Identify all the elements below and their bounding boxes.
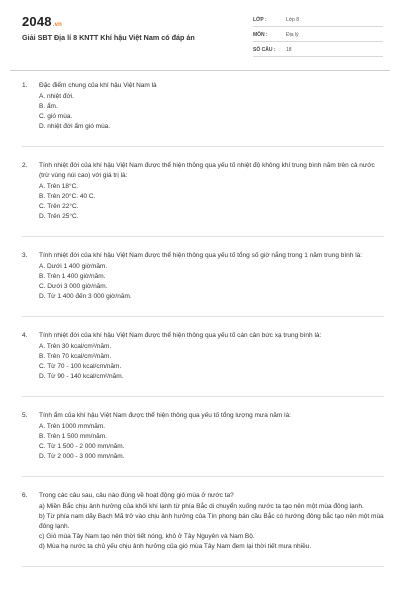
question-item [22, 408, 384, 477]
question-text: Đặc điểm chung của khí hậu Việt Nam là [39, 82, 157, 89]
answer-option: D. Từ 2 000 - 3 000 mm/năm. [39, 453, 125, 460]
answer-option: C. Từ 1 500 - 2 000 mm/năm. [39, 443, 125, 450]
question-number: 6. [22, 492, 28, 499]
logo-text: 2048 [22, 14, 52, 29]
answer-option: B. Trên 1 500 mm/năm. [39, 433, 107, 440]
answer-option: D. Trên 25°C. [39, 213, 79, 220]
meta-row-class [253, 14, 383, 27]
question-item [22, 248, 384, 317]
question-number: 1. [22, 82, 28, 89]
answer-option: A. Trên 30 kcal/cm²/năm. [39, 343, 112, 350]
site-logo[interactable] [22, 14, 62, 29]
question-number: 2. [22, 162, 28, 169]
question-text: Tính nhiệt đới của khí hậu Việt Nam được thể hiện thông qua yếu tố nhiệt độ không khí trung bình năm trên cả nước (trừ vùng núi cao) với giá trị là: [39, 162, 375, 179]
answer-option: D. Từ 90 - 140 kcal/cm²/năm. [39, 373, 124, 380]
answer-option: D. Từ 1 400 đến 3 000 giờ/năm. [39, 293, 132, 300]
question-text: Tính nhiệt đới của khí hậu Việt Nam được thể hiện thông qua yếu tố tổng số giờ nắng trong 1 năm trung bình là: [39, 252, 363, 259]
question-text: Tính nhiệt đới của khí hậu Việt Nam được thể hiện thông qua yếu tố cán cân bức xạ trung bình là: [39, 332, 322, 339]
answer-option: A. Dưới 1 400 giờ/năm. [39, 263, 108, 270]
meta-value: 18 [286, 47, 292, 53]
answer-option: B. Trên 20°C. 40 C. [39, 193, 96, 200]
document-title: Giải SBT Địa lí 8 KNTT Khí hậu Việt Nam có đáp án [22, 33, 195, 42]
meta-value: Lớp 8 [286, 17, 300, 23]
meta-label: LỚP : [253, 17, 267, 23]
meta-label: MÔN : [253, 32, 268, 38]
meta-label: SỐ CÂU : [253, 47, 276, 53]
question-list [22, 78, 384, 578]
page-header [0, 0, 400, 72]
document-meta [253, 14, 383, 57]
answer-option: A. Trên 1000 mm/năm. [39, 423, 106, 430]
answer-option: C. Từ 70 - 100 kcal/cm/năm. [39, 363, 122, 370]
answer-option: b) Từ phía nam dãy Bạch Mã trở vào chịu ảnh hưởng của Tín phong bán cầu Bắc có hướng đông bắc tạo nên một mùa đông lạnh. [39, 513, 384, 530]
meta-row-subject [253, 29, 383, 42]
question-item [22, 158, 384, 237]
answer-option: B. ẩm. [39, 103, 58, 110]
question-number: 3. [22, 252, 28, 259]
question-number: 5. [22, 412, 28, 419]
answer-option: A. nhiệt đới. [39, 93, 74, 100]
logo-suffix: .vn [52, 22, 63, 28]
question-item [22, 328, 384, 397]
answer-option: a) Miền Bắc chịu ảnh hưởng của khối khí lạnh từ phía Bắc di chuyển xuống nước ta tạo nên một mùa đông lạnh. [39, 503, 364, 510]
meta-value: Địa lý [286, 32, 299, 38]
meta-row-question-count [253, 44, 383, 57]
answer-option: d) Mùa hạ nước ta chủ yếu chịu ảnh hưởng của gió mùa Tây Nam đem lại thời tiết mưa nhiều. [39, 543, 312, 550]
answer-option: B. Trên 1 400 giờ/năm. [39, 273, 106, 280]
answer-option: C. gió mùa. [39, 113, 73, 120]
answer-option: c) Gió mùa Tây Nam tạo nên thời tiết nóng, khô ở Tây Nguyên và Nam Bộ. [39, 533, 255, 540]
question-text: Trong các câu sau, câu nào đúng về hoạt động gió mùa ở nước ta? [39, 492, 234, 499]
answer-option: D. nhiệt đới ẩm gió mùa. [39, 123, 111, 130]
answer-option: C. Dưới 3 000 giờ/năm. [39, 283, 108, 290]
question-item [22, 78, 384, 147]
question-number: 4. [22, 332, 28, 339]
answer-option: C. Trên 22°C. [39, 203, 79, 210]
answer-option: A. Trên 18°C. [39, 183, 79, 190]
answer-option: B. Trên 70 kcal/cm²/năm. [39, 353, 112, 360]
question-text: Tính ẩm của khí hậu Việt Nam được thể hiện thông qua yếu tố tổng lượng mưa năm là: [39, 412, 291, 419]
question-item [22, 488, 384, 567]
header-divider [10, 70, 390, 71]
